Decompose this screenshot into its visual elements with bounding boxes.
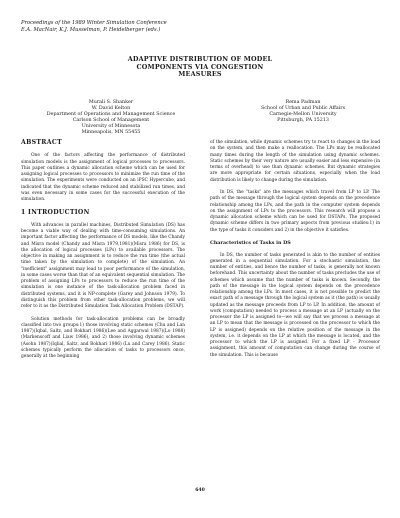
author-affiliation-line: Pittsburgh, PA 15213 xyxy=(277,118,329,123)
author-affiliation-line: Carlson School of Management xyxy=(72,118,150,123)
author-affiliation-line: School of Urban and Public Affairs xyxy=(260,106,346,111)
author-affiliation-line: University of Minnesota xyxy=(81,124,141,129)
page-number: 640 xyxy=(195,488,205,493)
right-paragraph-2: In DS, the "tasks" are the messages which travel from LP to LP. The path of the message through the logical system depends on the precedence relationship among the LPs, and the path in the computer system depends on the assignment of LPs to the processors. This research will propose a dynamic allocation scheme which can be used for DSTAPs. The proposed dynamic scheme differs in two primary aspects from previous studies:1) in the type of tasks it considers and 2) in the objective it satisfies. xyxy=(210,190,380,233)
authors-right xyxy=(232,100,374,124)
right-paragraph-1: of the simulation, while dynamic schemes try to react to changes in the load on the system, and then make a reallocation. The LPs may be reallocated many times during the length of the simulation using dynamic schemes. Static schemes by their very nature are usually easier and less expensive (in terms of overhead) to use than dynamic schemes. But dynamic strategies are more appropriate for certain situations, especially when the load distribution is likely to change during the simulation. xyxy=(210,140,380,183)
right-column xyxy=(210,140,380,365)
author-name-3: Rema Padman xyxy=(285,100,321,105)
author-affiliation-line: Carnegie-Mellon University xyxy=(269,112,337,117)
proceedings-header xyxy=(21,20,167,33)
right-paragraph-3: In DS, the number of tasks generated is akin to the number of entities generated in a sequential simulation. For a stochastic simulation, the number of entities, and hence the number of tasks, is generally not known beforehand. This uncertainty about the number of tasks precludes the use of schemes which assume that the number of tasks is known. Secondly, the path of the message in the logical system depends on the precedence relationship among the LPs. In most cases, it is not possible to predict the exact path of a message through the logical system as it (the path) is usually updated as the message proceeds from LP to LP. In addition, the amount of work (computation) needed to process a message at an LP (actually on the processor the LP is assigned to—we will say that we process a message at an LP to mean that the message is processed on the processor to which the LP is assigned) depends on the relative position of the message in the system, i.e. it depends on the LP at which the message is located, and the processor to which the LP is assigned. For a fixed LP - Processor assignment, this amount of computation can change during the course of the simulation. This is because xyxy=(210,252,380,358)
intro-paragraph-1: With advances in parallel machines, Distributed Simulation (DS) has become a viable way of dealing with time-consuming simulations. An important factor affecting the performance of DS models, like the Chandy and Misra model (Chandy and Misra 1979,1981)(Misra 1986) for DS, is the allocation of logical processes (LPs) to available processors. The objective in making an assignment is to reduce the run time (the actual time taken by the simulation to complete) of the simulation. An "inefficient" assignment may lead to poor performance of the simulation, in some cases worse than that of an equivalent sequential simulation. The problem of assigning LPs to processors to reduce the run time of the simulation is one instance of the task-allocation problem faced in distributed systems, and it is NP-complete (Garey and Johnson 1979). To distinguish this problem from other task-allocation problems, we will refer to it as the Distributed Simulation Task Allocation Problem (DSTAP). xyxy=(21,222,185,309)
proceedings-line-1: Proceedings of the 1989 Winter Simulation Conference xyxy=(21,20,167,26)
introduction-heading: 1 INTRODUCTION xyxy=(21,208,90,216)
author-name-1: Murali S. Shanker xyxy=(88,100,134,105)
author-affiliation-line: Department of Operations and Management Science xyxy=(46,112,176,117)
abstract-text: One of the factors affecting the performance of distributed simulation models is the assignment of logical processes to processors. This paper outlines a dynamic allocation scheme which can be used for assigning logical processes to processors to minimize the run time of the simulation. The experiments were conducted on an iPSC Hypercube, and indicated that the dynamic scheme reduced and stabilized run times, and was even necessary in some cases for the successful execution of the simulation. xyxy=(21,153,185,202)
abstract-heading: ABSTRACT xyxy=(21,139,62,146)
authors-left xyxy=(40,100,182,136)
proceedings-line-2: E.A. MacNair, K.J. Musselman, P. Heidelberger (eds.) xyxy=(21,26,161,33)
title-line-2: COMPONENTS VIA CONGESTION xyxy=(136,62,264,71)
paper-title xyxy=(0,56,400,79)
intro-paragraph-2: Solution methods for task-allocation problems can be broadly classified into two groups:1) those involving static schemes (Chu and Lan 1987)(Iqbal, Saltz, and Bokhari 1986)(Lee and Aggarwal 1987)(Lo 1988)(Markenscoff and Liaw 1986), and 2) those involving dynamic schemes (Asohn 1987)(Iqbal, Saltz, and Bokhari 1986) (Lu and Carey 1986). Static schemes typically perform the allocation of tasks to processors once, generally at the beginning xyxy=(21,316,185,359)
title-line-1: ADAPTIVE DISTRIBUTION OF MODEL xyxy=(127,55,273,63)
left-column xyxy=(21,140,185,367)
author-name-2: W. David Kelton xyxy=(91,106,131,111)
tasks-subheading: Characteristics of Tasks in DS xyxy=(210,240,291,246)
title-line-3: MEASURES xyxy=(178,70,222,79)
author-affiliation-line: Minneapolis, MN 55455 xyxy=(81,130,141,135)
